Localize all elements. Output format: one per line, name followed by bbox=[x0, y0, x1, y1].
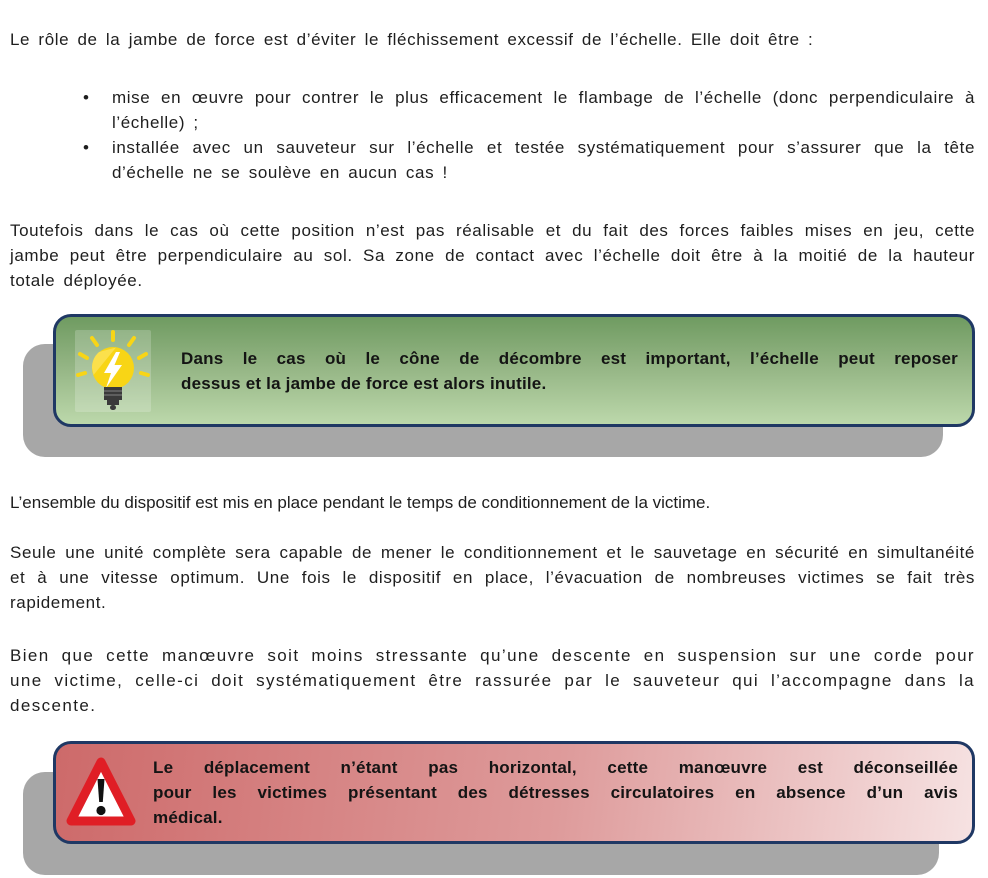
paragraph-bien: Bien que cette manœuvre soit moins stressante qu’une descente en suspension sur une corde pour une victime, celle-ci doit systématiquement être rassurée par le sauveteur qui l’accompagne dans la descente. bbox=[10, 646, 975, 715]
bullet-item bbox=[10, 135, 975, 185]
warning-text-line: médical. bbox=[153, 808, 223, 827]
tip-callout-text bbox=[181, 346, 958, 396]
tip-text-line: Dans le cas où le cône de décombre est important, l’échelle peut reposer bbox=[181, 348, 958, 368]
bullet-item bbox=[10, 85, 975, 135]
bullet-marker-icon: • bbox=[83, 88, 89, 107]
bullet-item-text: installée avec un sauveteur sur l’échelle et testée systématiquement pour s’assurer que la tête d’échelle ne se soulève en aucun cas ! bbox=[112, 138, 975, 182]
bullet-list bbox=[10, 85, 975, 185]
tip-callout bbox=[53, 314, 975, 457]
paragraph-ensemble: L’ensemble du dispositif est mis en place pendant le temps de conditionnement de la victime. bbox=[10, 493, 711, 512]
warning-text-line: pour les victimes présentant des détresses circulatoires en absence d’un avis bbox=[153, 783, 958, 802]
warning-text-line: Le déplacement n’étant pas horizontal, cette manœuvre est déconseillée bbox=[153, 758, 958, 777]
warning-callout-text bbox=[153, 755, 958, 830]
lightbulb-icon bbox=[75, 328, 151, 414]
paragraph-toutefois: Toutefois dans le cas où cette position n’est pas réalisable et du fait des forces faibles mises en jeu, cette jambe peut être perpendiculaire au sol. Sa zone de contact avec l’échelle doit être à la moitié de la hauteur totale déployée. bbox=[10, 221, 975, 290]
paragraph-seule: Seule une unité complète sera capable de mener le conditionnement et le sauvetage en sécurité en simultanéité et à une vitesse optimum. Une fois le dispositif en place, l’évacuation de nombreuses victimes se fait très rapidement. bbox=[10, 543, 975, 612]
warning-callout-box bbox=[53, 741, 975, 844]
bullet-item-text: mise en œuvre pour contrer le plus efficacement le flambage de l’échelle (donc perpendiculaire à l’échelle) ; bbox=[112, 88, 975, 132]
bullet-marker-icon: • bbox=[83, 138, 89, 157]
tip-text-line: dessus et la jambe de force est alors inutile. bbox=[181, 373, 547, 393]
warning-triangle-icon bbox=[66, 752, 136, 834]
tip-callout-box bbox=[53, 314, 975, 427]
warning-callout bbox=[53, 741, 975, 875]
paragraph-intro: Le rôle de la jambe de force est d’éviter le fléchissement excessif de l’échelle. Elle doit être : bbox=[10, 30, 814, 49]
